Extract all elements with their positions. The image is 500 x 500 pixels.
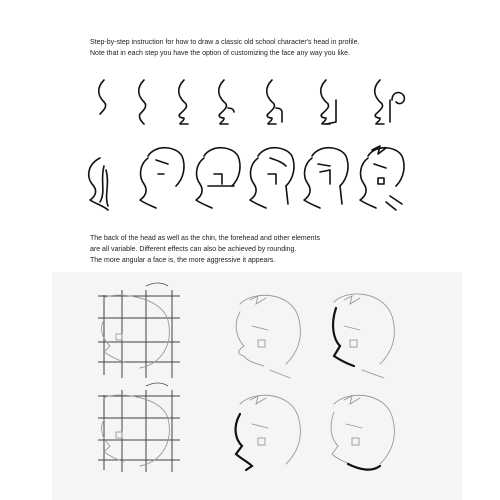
notes-line-2: are all variable. Different effects can also be achieved by rounding.	[90, 246, 297, 253]
construction-grid-bottom	[98, 383, 180, 472]
pencil-head-rounded	[236, 295, 300, 378]
pencil-head-angular	[333, 294, 394, 378]
profile-step-row	[99, 80, 405, 124]
notes-line-1: The back of the head as well as the chin, the forehead and other elements	[90, 235, 320, 242]
head-step-6	[360, 146, 404, 210]
pencil-head-final	[331, 395, 394, 469]
construction-grid-top	[98, 283, 180, 378]
intro-line-2: Note that in each step you have the option of customizing the face any way you like.	[90, 50, 350, 57]
head-step-row	[89, 146, 404, 210]
pencil-head-aggressive	[240, 395, 300, 464]
profile-step-1	[99, 80, 106, 114]
head-step-2	[140, 148, 184, 208]
intro-line-1: Step-by-step instruction for how to draw a classic old school character's head in profile.	[90, 39, 360, 46]
profile-step-4	[219, 80, 234, 124]
head-step-1	[89, 158, 108, 210]
head-step-3	[196, 148, 240, 208]
notes-line-3: The more angular a face is, the more aggressive it appears.	[90, 257, 276, 264]
profile-step-2	[139, 80, 146, 124]
profile-step-6	[321, 80, 336, 124]
head-step-5	[304, 148, 348, 208]
head-step-4	[250, 148, 294, 208]
profile-step-5	[267, 80, 282, 124]
pencil-head-aggressive-chin	[236, 414, 252, 470]
profile-step-7	[375, 80, 405, 124]
profile-step-3	[179, 80, 188, 124]
